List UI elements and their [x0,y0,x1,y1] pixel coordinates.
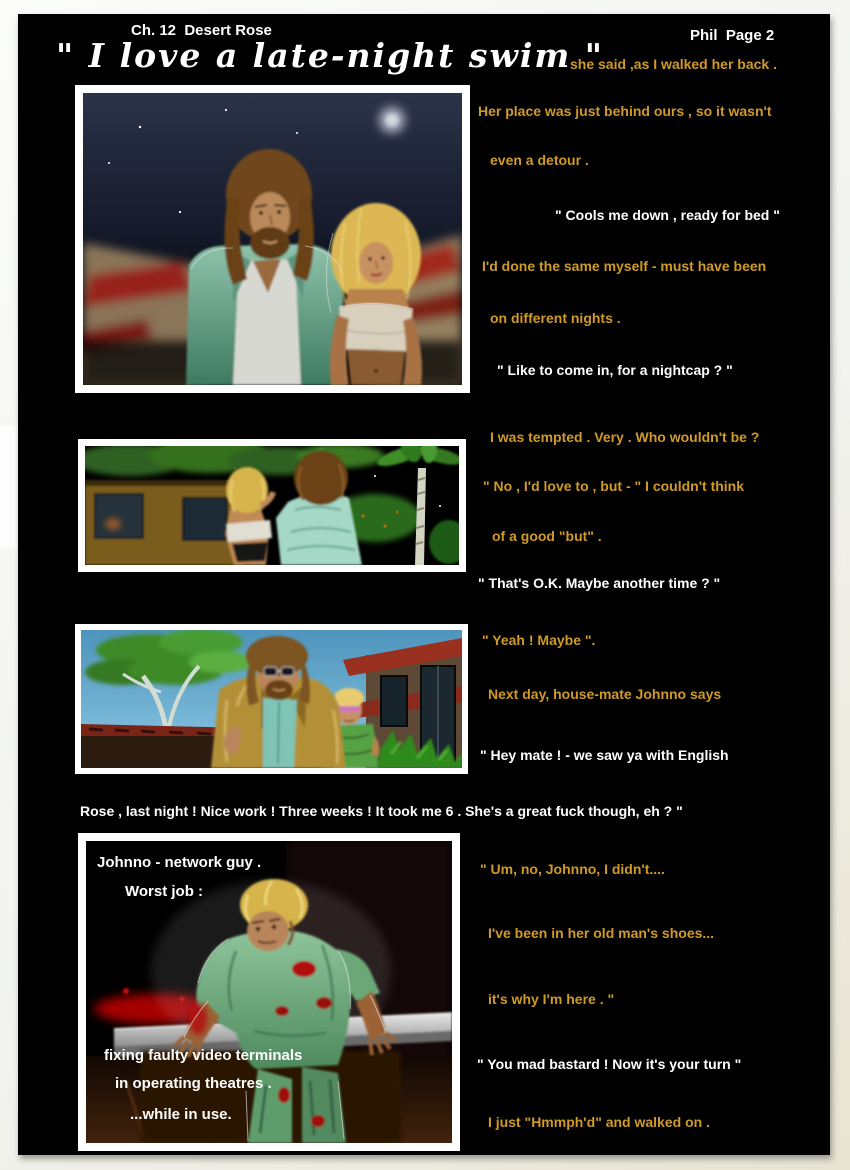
narration-line-20: I just "Hmmph'd" and walked on . [488,1114,710,1130]
narration-line-9: " No , I'd love to , but - " I couldn't think [483,478,745,494]
narration-line-8: I was tempted . Very . Who wouldn't be ? [490,429,760,445]
panel-4 [78,833,460,1151]
comic-page [18,14,830,1155]
dialogue-line-11: " That's O.K. Maybe another time ? " [478,575,721,591]
panel-1 [75,85,470,393]
panel4-caption-1: Johnno - network guy . [97,854,262,871]
narration-line-2: Her place was just behind ours , so it wasn't [478,103,772,119]
panel-2-artwork [85,446,459,565]
dialogue-line-19: " You mad bastard ! Now it's your turn " [477,1056,742,1072]
dialogue-line-14: " Hey mate ! - we saw ya with English [480,747,729,763]
dialogue-line-7: " Like to come in, for a nightcap ? " [497,362,733,378]
panel4-caption-3: fixing faulty video terminals [104,1047,303,1064]
margin-notch [0,426,20,548]
panel4-caption-2: Worst job : [125,883,204,900]
panel4-caption-4: in operating theatres . [115,1075,272,1092]
panel-3 [75,624,468,774]
narration-line-3: even a detour . [490,152,589,168]
narration-line-18: it's why I'm here . " [488,991,615,1007]
narration-line-6: on different nights . [490,310,621,326]
chapter-heading: Ch. 12 Desert Rose [131,22,272,39]
author-page-number: Phil Page 2 [690,27,775,44]
dialogue-line-4: " Cools me down , ready for bed " [555,207,780,223]
narration-line-17: I've been in her old man's shoes... [488,925,715,941]
narration-line-12: " Yeah ! Maybe ". [482,632,596,648]
panel4-caption-5: ...while in use. [130,1106,232,1123]
narration-line-5: I'd done the same myself - must have been [482,258,767,274]
panel-2 [78,439,466,572]
narration-line-1: she said ,as I walked her back . [570,56,777,72]
narration-line-13: Next day, house-mate Johnno says [488,686,722,702]
panel-1-artwork [83,93,462,385]
dialogue-line-15: Rose , last night ! Nice work ! Three weeks ! It took me 6 . She's a great fuck though, eh ? " [80,803,683,819]
narration-line-16: " Um, no, Johnno, I didn't.... [480,861,665,877]
page-title: " I love a late-night swim " [56,36,604,75]
panel-3-artwork [81,630,462,768]
narration-line-10: of a good "but" . [492,528,602,544]
